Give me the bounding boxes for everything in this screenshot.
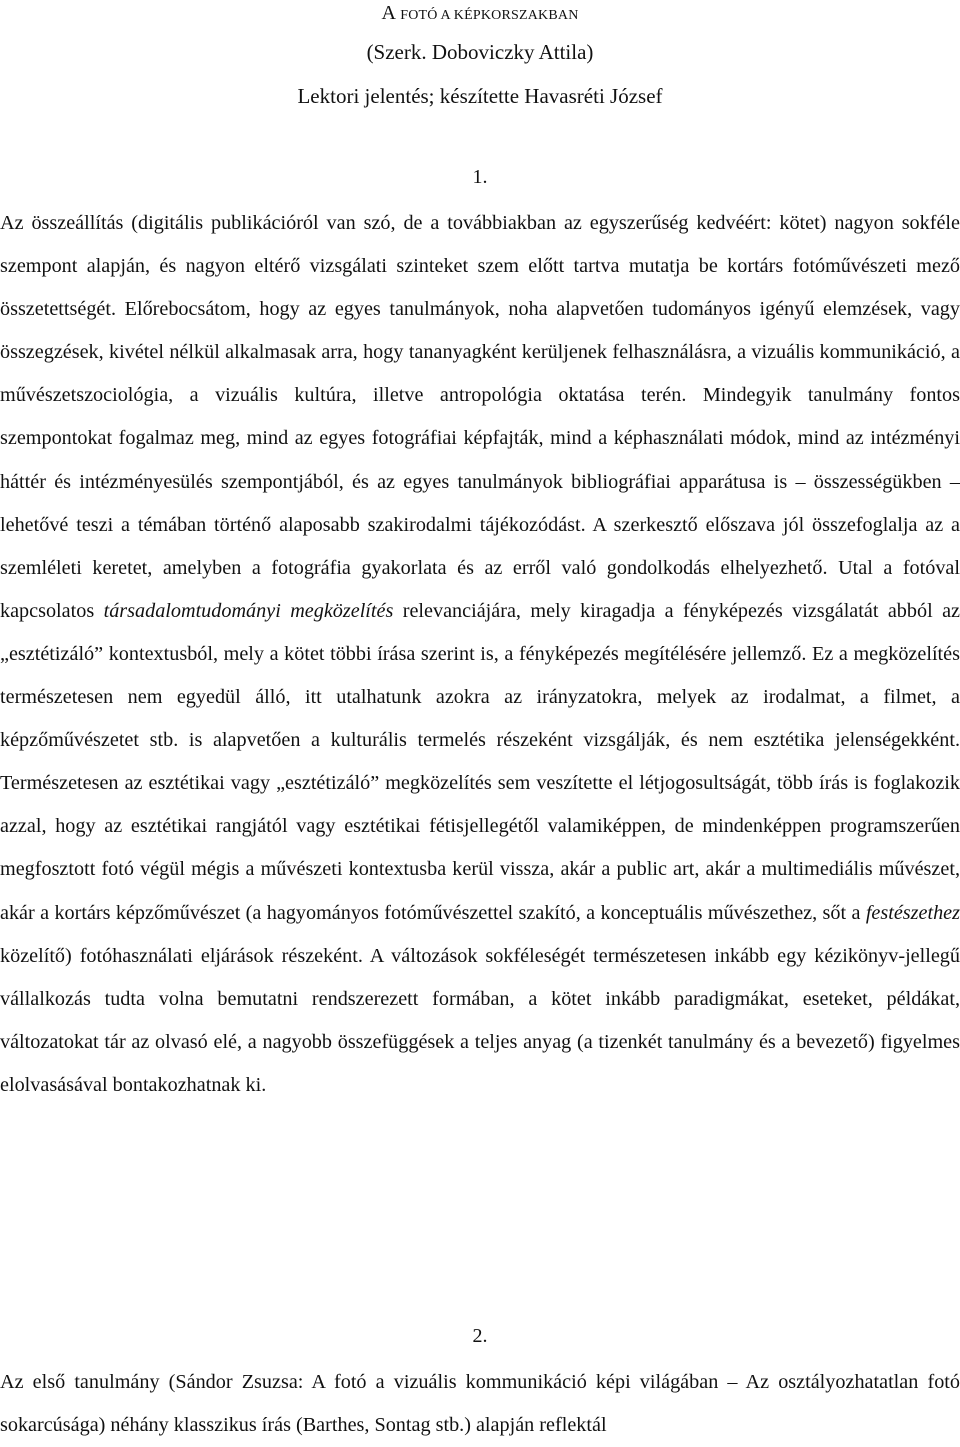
- editor-line: (Szerk. Doboviczky Attila): [366, 40, 594, 64]
- paragraph-text-end: közelítő) fotóhasználati eljárások részeként. A változások sokféleségét természetesen inkább egy kézikönyv-jellegű vállalkozás tudta volna bemutatni rendszerezett formában, a kötet inkább paradigmákat, eseteket, példákat, változatokat tár az olvasó elé, a nagyobb összefüggések a teljes anyag (a tizenkét tanulmány és a bevezető) figyelmes elolvasásával bontakozhatnak ki.: [0, 944, 960, 1096]
- title-rest: FOTÓ A KÉPKORSZAKBAN: [400, 8, 579, 23]
- report-line: Lektori jelentés; készítette Havasréti József: [297, 84, 663, 108]
- section-number-1: 1.: [472, 166, 488, 188]
- paragraph-text: Az első tanulmány (Sándor Zsuzsa: A fotó a vizuális kommunikáció képi világában – Az osztályozhatatlan fotó sokarcúsága) néhány klasszikus írás (Barthes, Sontag stb.) alapján reflektál: [0, 1371, 960, 1437]
- section-number-2: 2.: [472, 1325, 488, 1347]
- italic-term: társadalomtudományi megközelítés: [103, 599, 394, 622]
- section-2-paragraph: [0, 1361, 960, 1447]
- paragraph-text: Az összeállítás (digitális publikációról van szó, de a továbbiakban az egyszerűség kedvéért: kötet) nagyon sokféle szempont alapján, és nagyon eltérő vizsgálati szinteket szem előtt tartva mutatja be kortárs fotóművészeti mező összetettségét. Előrebocsátom, hogy az egyes tanulmányok, noha alapvetően tudományos igényű elemzések, vagy összegzések, kivétel nélkül alkalmasak arra, hogy tananyagként kerüljenek felhasználásra, a vizuális kommunikáció, a művészetszociológia, a vizuális kultúra, illetve antropológia oktatása terén. Mindegyik tanulmány fontos szempontokat fogalmaz meg, mind az egyes fotográfiai képfajták, mind a képhasználati módok, mind az intézményi háttér és intézményesülés szempontjából, és az egyes tanulmányok bibliográfiai apparátusa is – összességükben – lehetővé teszi a témában történő alaposabb szakirodalmi tájékozódást. A szerkesztő előszava jól összefoglalja az a szemléleti keretet, amelyben a fotográfia gyakorlata és az erről való gondolkodás elhelyezhető. Utal a fotóval kapcsolatos: [0, 212, 960, 622]
- document-title: [0, 2, 960, 25]
- paragraph-text-cont: relevanciájára, mely kiragadja a fényképezés vizsgálatát abból az „esztétizáló” kontextusból, mely a kötet többi írása szerint is, a fényképezés megítélésére jellemző. Ez a megközelítés természetesen nem egyedül álló, itt utalhatunk azokra az irányzatokra, melyek az irodalmat, a filmet, a képzőművészetet stb. is alapvetően a kulturális termelés részeként vizsgálják, és nem esztétika jelenségekként. Természetesen az esztétikai vagy „esztétizáló” megközelítés sem veszítette el létjogosultságát, több írás is foglakozik azzal, hogy az esztétikai rangjától vagy esztétikai fétisjellegétől valamiképpen, de mindenképpen programszerűen megfosztott fotó végül mégis a művészeti kontextusba kerül vissza, akár a public art, akár a multimediális művészet, akár a kortárs képzőművészet (a hagyományos fotóművészettel szakító, a konceptuális művészethez, sőt a: [0, 599, 960, 924]
- section-1-paragraph: [0, 202, 960, 1107]
- title-initial: A: [381, 2, 396, 24]
- italic-term-2: festészethez: [865, 901, 960, 924]
